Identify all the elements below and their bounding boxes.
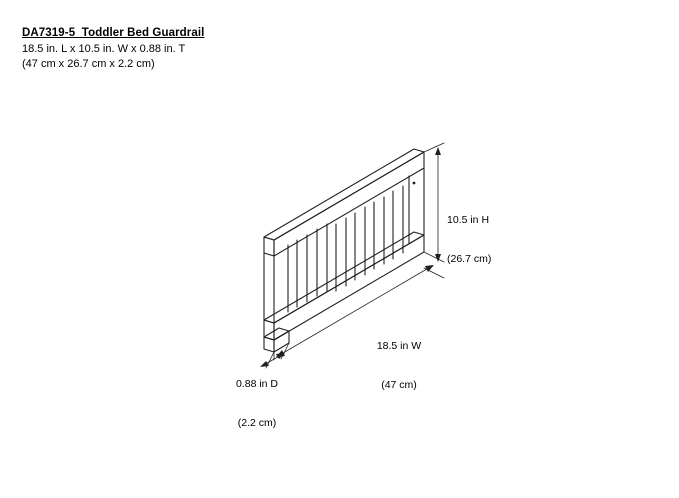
width-dimension-primary: 18.5 in W xyxy=(376,340,422,352)
spindle-5 xyxy=(374,197,384,269)
height-dimension-secondary: (26.7 cm) xyxy=(447,253,492,265)
height-dimension-label xyxy=(447,188,491,279)
spindle-2 xyxy=(317,224,327,296)
depth-dimension-secondary: (2.2 cm) xyxy=(237,417,277,429)
spindle-4 xyxy=(355,207,365,280)
top-rail-top-face xyxy=(264,149,424,240)
top-rail-left-end xyxy=(264,237,274,256)
depth-dimension-primary: 0.88 in D xyxy=(235,378,279,390)
width-dimension-label xyxy=(344,314,454,405)
width-dimension-secondary: (47 cm) xyxy=(381,379,417,391)
height-dimension-primary: 10.5 in H xyxy=(447,214,490,226)
fastener-hole-icon xyxy=(413,182,416,185)
spindle-group xyxy=(297,186,403,307)
height-arrow-top-icon xyxy=(435,147,441,155)
depth-dimension-label xyxy=(205,352,309,443)
height-extension-line-top xyxy=(424,143,444,152)
spec-imperial: 18.5 in. L x 10.5 in. W x 0.88 in. T xyxy=(22,43,186,55)
height-extension-line-bottom xyxy=(424,252,444,262)
base-front-face xyxy=(274,331,289,352)
spindle-3 xyxy=(336,218,346,291)
page-title: DA7319-5 Toddler Bed Guardrail xyxy=(22,27,205,39)
spec-metric: (47 cm x 26.7 cm x 2.2 cm) xyxy=(22,57,155,70)
